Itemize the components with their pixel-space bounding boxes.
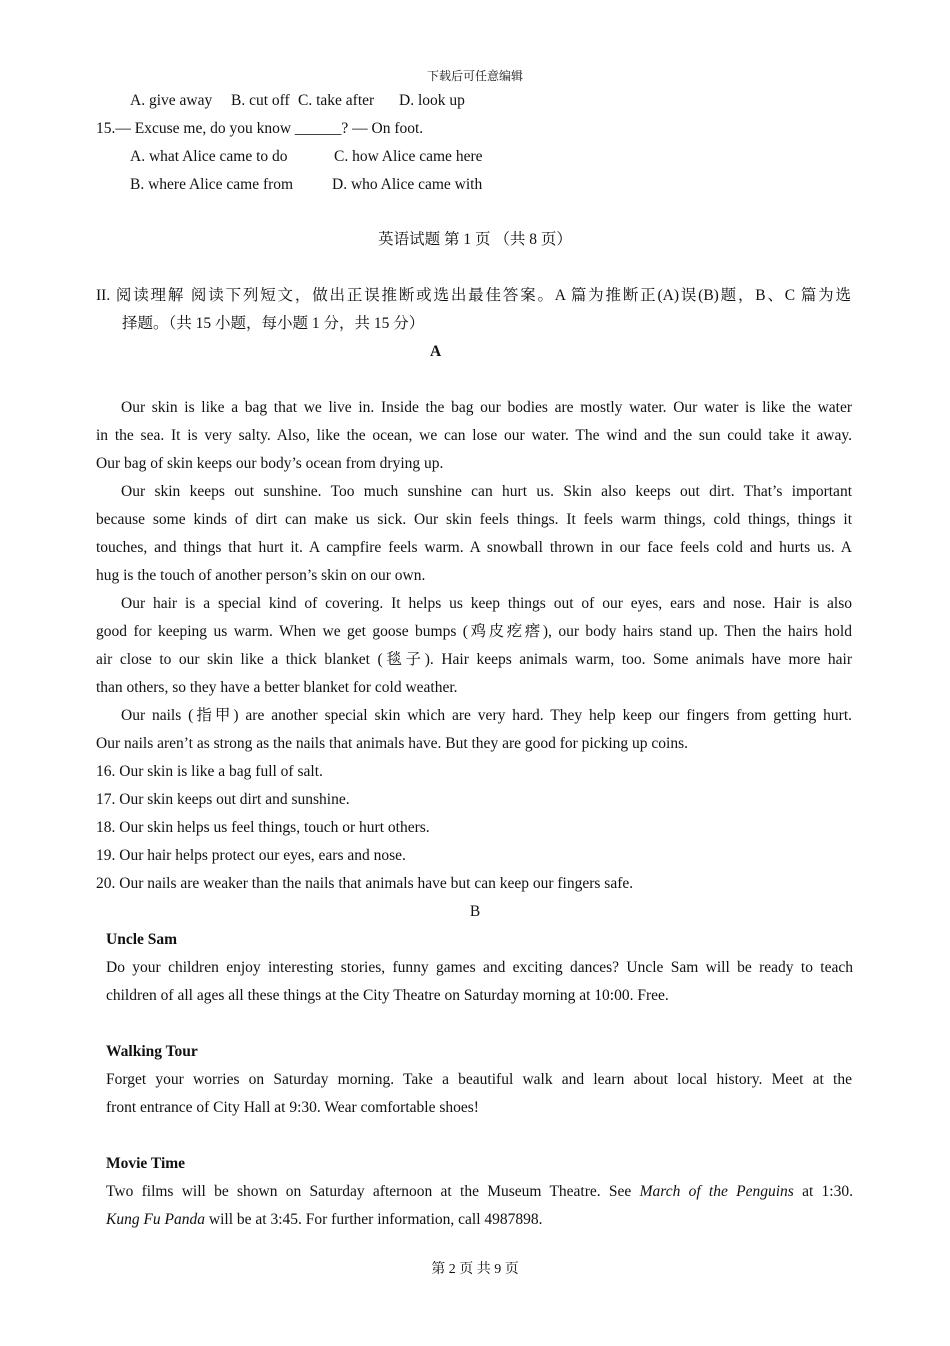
walking-tour-line1: Forget your worries on Saturday morning. Take a beautiful walk and learn about local history. Meet at the xyxy=(106,1071,852,1088)
question-20: 20. Our nails are weaker than the nails that animals have but can keep our fingers safe. xyxy=(96,875,634,892)
question-16: 16. Our skin is like a bag full of salt. xyxy=(96,763,323,780)
passage-a-line: touches, and things that hurt it. A campfire feels warm. A snowball thrown in our face feels cold and hurts us. A xyxy=(96,539,852,556)
passage-a-line: Our skin is like a bag that we live in. Inside the bag our bodies are mostly water. Our water is like the water xyxy=(121,399,852,416)
q14-option-b: B. cut off xyxy=(231,92,290,109)
movie-time-text: at 1:30. xyxy=(793,1183,853,1200)
passage-a-line: because some kinds of dirt can make us sick. Our skin feels things. It feels warm things, cold things, things it xyxy=(96,511,852,528)
q15-stem: 15.— Excuse me, do you know ______? — On foot. xyxy=(96,120,424,137)
movie-time-text: will be at 3:45. For further information, call 4987898. xyxy=(205,1211,543,1228)
section-instructions-line1: II. 阅读理解 阅读下列短文，做出正误推断或选出最佳答案。A 篇为推断正(A)误(B)题，B、C 篇为选 xyxy=(96,287,851,304)
q15-option-b: B. where Alice came from xyxy=(130,176,294,193)
page-note: 英语试题 第 1 页 （共 8 页） xyxy=(378,231,572,248)
movie-time-line1 xyxy=(106,1182,853,1202)
section-instructions-line2: 择题。（共 15 小题，每小题 1 分，共 15 分） xyxy=(122,315,425,332)
passage-a-line: good for keeping us warm. When we get goose bumps (鸡皮疙瘩), our body hairs stand up. Then the hairs hold xyxy=(96,623,852,640)
page-footer: 第 2 页 共 9 页 xyxy=(431,1262,519,1277)
passage-a-line: Our skin keeps out sunshine. Too much sunshine can hurt us. Skin also keeps out dirt. That’s important xyxy=(121,483,852,500)
q14-option-c: C. take after xyxy=(298,92,375,109)
passage-a-line: in the sea. It is very salty. Also, like the ocean, we can lose our water. The wind and the sun could take it away. xyxy=(96,427,852,444)
q14-option-d: D. look up xyxy=(399,92,465,109)
uncle-sam-line1: Do your children enjoy interesting stories, funny games and exciting dances? Uncle Sam will be ready to teach xyxy=(106,959,853,976)
movie-time-heading: Movie Time xyxy=(106,1155,186,1172)
movie-time-text: Two films will be shown on Saturday afternoon at the Museum Theatre. See xyxy=(106,1183,640,1200)
walking-tour-heading: Walking Tour xyxy=(106,1043,198,1060)
passage-a-line: Our nails aren’t as strong as the nails that animals have. But they are good for picking up coins. xyxy=(96,735,689,752)
uncle-sam-line2: children of all ages all these things at the City Theatre on Saturday morning at 10:00. Free. xyxy=(106,987,669,1004)
passage-a-line: hug is the touch of another person’s skin on our own. xyxy=(96,567,426,584)
question-17: 17. Our skin keeps out dirt and sunshine. xyxy=(96,791,350,808)
q14-option-a: A. give away xyxy=(130,92,213,109)
passage-a-line: Our bag of skin keeps our body’s ocean from drying up. xyxy=(96,455,444,472)
uncle-sam-heading: Uncle Sam xyxy=(106,931,178,948)
q15-option-d: D. who Alice came with xyxy=(332,176,483,193)
passage-a-line: Our nails (指甲) are another special skin which are very hard. They help keep our fingers from getting hurt. xyxy=(121,707,852,724)
question-18: 18. Our skin helps us feel things, touch or hurt others. xyxy=(96,819,430,836)
film-title-kung-fu-panda: Kung Fu Panda xyxy=(106,1211,206,1228)
question-19: 19. Our hair helps protect our eyes, ears and nose. xyxy=(96,847,406,864)
page-header: 下载后可任意编辑 xyxy=(426,69,523,83)
passage-a-title: A xyxy=(430,343,442,360)
walking-tour-line2: front entrance of City Hall at 9:30. Wear comfortable shoes! xyxy=(106,1099,479,1116)
q15-option-a: A. what Alice came to do xyxy=(130,148,288,165)
passage-a-line: than others, so they have a better blanket for cold weather. xyxy=(96,679,458,696)
q15-option-c: C. how Alice came here xyxy=(334,148,483,165)
passage-a-line: air close to our skin like a thick blanket (毯子). Hair keeps animals warm, too. Some animals have more hair xyxy=(96,651,852,668)
movie-time-line2 xyxy=(106,1210,543,1230)
passage-a-line: Our hair is a special kind of covering. It helps us keep things out of our eyes, ears and nose. Hair is also xyxy=(121,595,852,612)
film-title-penguins: March of the Penguins xyxy=(639,1183,794,1200)
passage-b-title: B xyxy=(469,903,481,920)
